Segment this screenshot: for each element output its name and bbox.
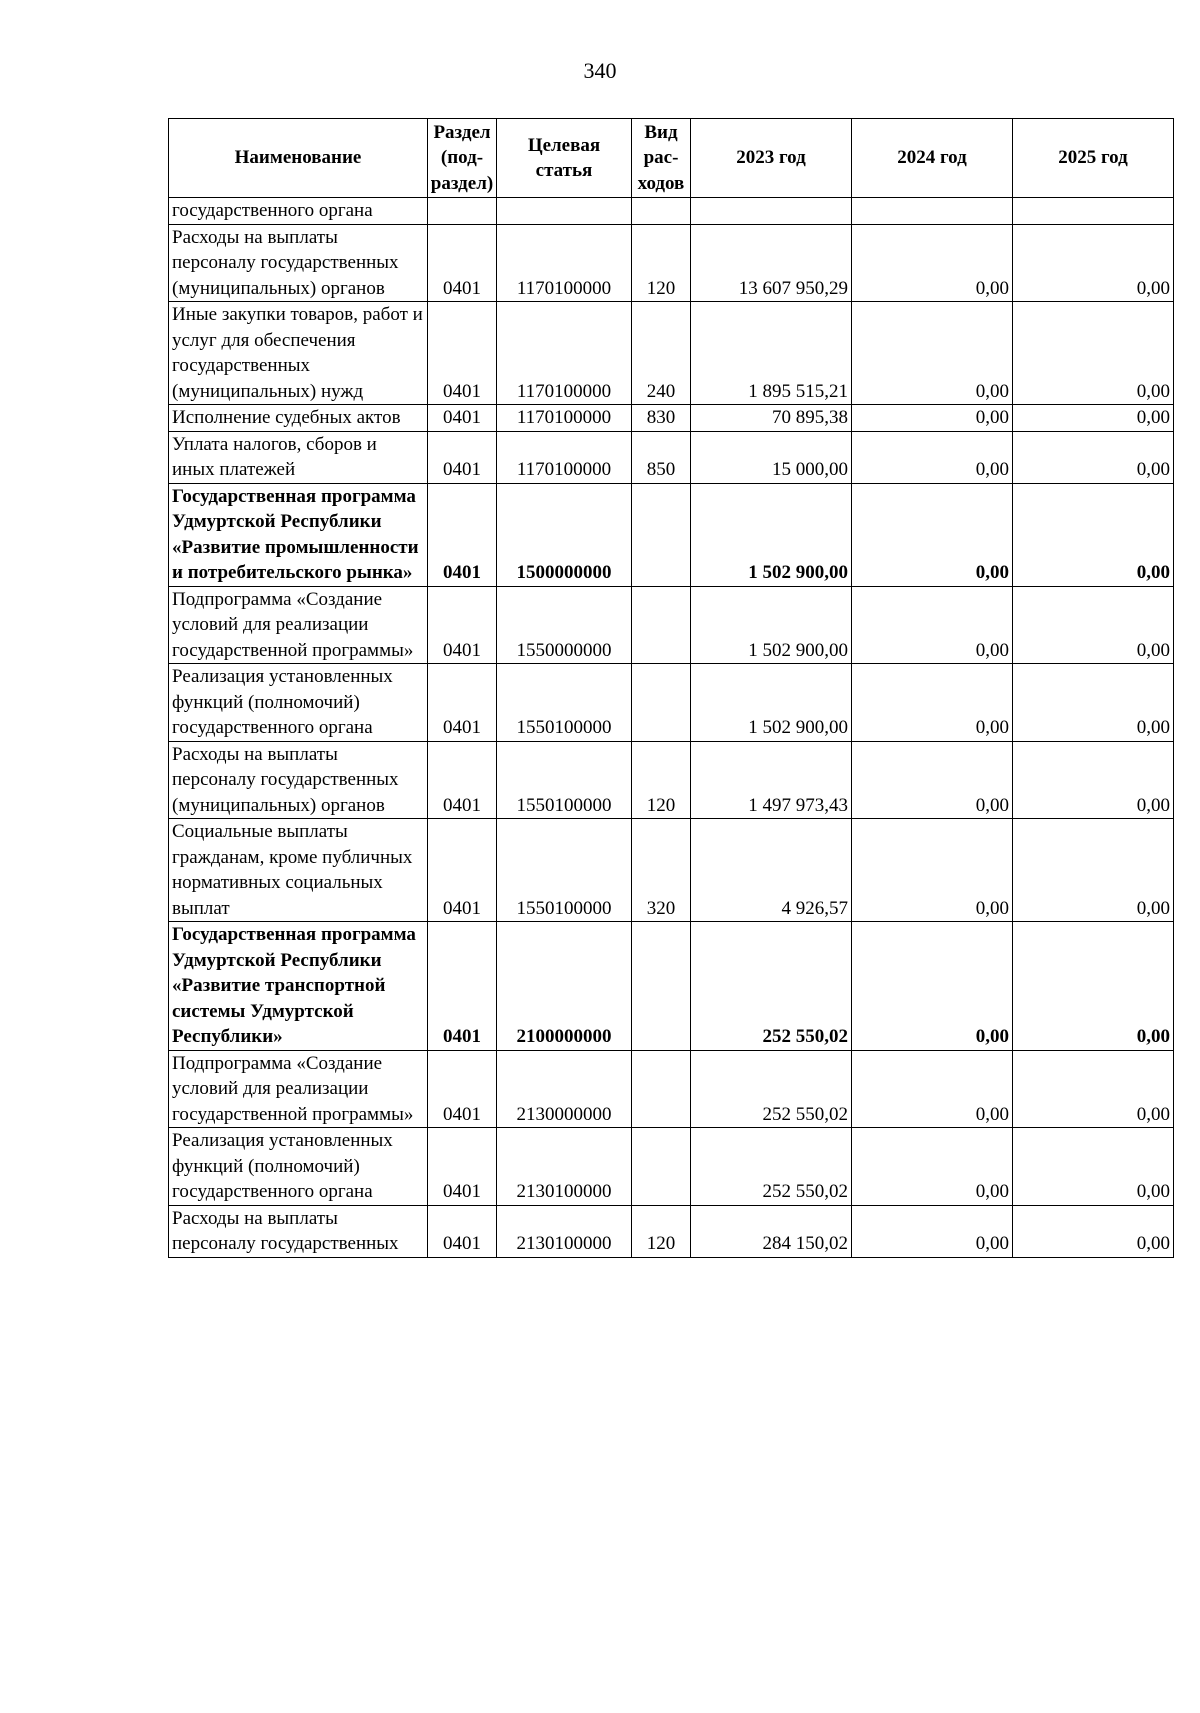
cell-kind [632,198,691,225]
cell-2023: 13 607 950,29 [691,224,852,302]
cell-article: 1170100000 [497,431,632,483]
table-row [169,922,1174,1051]
cell-kind [632,1128,691,1206]
cell-section: 0401 [428,483,497,586]
cell-2024: 0,00 [852,586,1013,664]
cell-2025: 0,00 [1013,224,1174,302]
cell-article: 1550100000 [497,664,632,742]
cell-section: 0401 [428,1050,497,1128]
header-name: Наименование [169,119,428,198]
cell-2025: 0,00 [1013,741,1174,819]
cell-kind: 120 [632,1205,691,1257]
cell-kind [632,664,691,742]
cell-section: 0401 [428,586,497,664]
cell-kind: 830 [632,405,691,432]
cell-2025: 0,00 [1013,1050,1174,1128]
cell-2023: 252 550,02 [691,1050,852,1128]
cell-name: Реализация установленных функций (полномочий) государственного органа [169,1128,428,1206]
cell-2024: 0,00 [852,664,1013,742]
cell-article: 1170100000 [497,224,632,302]
cell-2023: 1 497 973,43 [691,741,852,819]
cell-2024: 0,00 [852,405,1013,432]
cell-section: 0401 [428,1205,497,1257]
cell-article: 1550000000 [497,586,632,664]
table-body [169,198,1174,1258]
cell-name: Уплата налогов, сборов и иных платежей [169,431,428,483]
cell-2025: 0,00 [1013,586,1174,664]
cell-kind [632,922,691,1051]
cell-kind: 850 [632,431,691,483]
cell-section: 0401 [428,302,497,405]
header-kind: Вид рас-ходов [632,119,691,198]
cell-2023 [691,198,852,225]
cell-article: 1500000000 [497,483,632,586]
table-row [169,664,1174,742]
page-number: 340 [583,58,617,83]
cell-section: 0401 [428,741,497,819]
header-2025: 2025 год [1013,119,1174,198]
table-row [169,224,1174,302]
cell-name: Государственная программа Удмуртской Республики «Развитие транспортной системы Удмуртской Республики» [169,922,428,1051]
cell-kind: 120 [632,741,691,819]
header-2024: 2024 год [852,119,1013,198]
cell-2023: 4 926,57 [691,819,852,922]
cell-article: 1550100000 [497,741,632,819]
cell-section: 0401 [428,405,497,432]
cell-2024: 0,00 [852,1050,1013,1128]
cell-section: 0401 [428,1128,497,1206]
header-section: Раздел (под-раздел) [428,119,497,198]
cell-section: 0401 [428,922,497,1051]
cell-2023: 252 550,02 [691,1128,852,1206]
cell-2023: 1 502 900,00 [691,664,852,742]
cell-name: Исполнение судебных актов [169,405,428,432]
cell-name: Расходы на выплаты персоналу государственных (муниципальных) органов [169,741,428,819]
cell-kind: 320 [632,819,691,922]
cell-article: 2130000000 [497,1050,632,1128]
table-row [169,198,1174,225]
cell-name: Подпрограмма «Создание условий для реализации государственной программы» [169,1050,428,1128]
cell-section: 0401 [428,224,497,302]
cell-section: 0401 [428,431,497,483]
cell-name: Подпрограмма «Создание условий для реализации государственной программы» [169,586,428,664]
cell-kind [632,586,691,664]
cell-article: 1170100000 [497,405,632,432]
table-row [169,819,1174,922]
cell-2024: 0,00 [852,922,1013,1051]
cell-name: государственного органа [169,198,428,225]
budget-table [168,118,1174,1258]
cell-2023: 284 150,02 [691,1205,852,1257]
cell-name: Государственная программа Удмуртской Республики «Развитие промышленности и потребительского рынка» [169,483,428,586]
table-row [169,302,1174,405]
cell-2024: 0,00 [852,431,1013,483]
table-row [169,405,1174,432]
cell-2025: 0,00 [1013,483,1174,586]
cell-article: 1170100000 [497,302,632,405]
cell-section: 0401 [428,819,497,922]
table-row [169,483,1174,586]
cell-2025 [1013,198,1174,225]
cell-2023: 15 000,00 [691,431,852,483]
cell-2024: 0,00 [852,819,1013,922]
cell-2024: 0,00 [852,1205,1013,1257]
table-row [169,1205,1174,1257]
cell-2025: 0,00 [1013,819,1174,922]
cell-section [428,198,497,225]
table-row [169,741,1174,819]
cell-2023: 252 550,02 [691,922,852,1051]
cell-section: 0401 [428,664,497,742]
cell-2024 [852,198,1013,225]
header-2023: 2023 год [691,119,852,198]
cell-name: Расходы на выплаты персоналу государственных [169,1205,428,1257]
table-row [169,1050,1174,1128]
cell-2025: 0,00 [1013,302,1174,405]
cell-2025: 0,00 [1013,431,1174,483]
cell-2024: 0,00 [852,224,1013,302]
cell-name: Расходы на выплаты персоналу государственных (муниципальных) органов [169,224,428,302]
table-row [169,1128,1174,1206]
cell-2025: 0,00 [1013,1205,1174,1257]
cell-2025: 0,00 [1013,922,1174,1051]
cell-kind: 240 [632,302,691,405]
cell-name: Реализация установленных функций (полномочий) государственного органа [169,664,428,742]
table-row [169,431,1174,483]
cell-kind [632,483,691,586]
cell-2025: 0,00 [1013,405,1174,432]
cell-kind: 120 [632,224,691,302]
cell-2024: 0,00 [852,483,1013,586]
table-header-row [169,119,1174,198]
cell-name: Социальные выплаты гражданам, кроме публичных нормативных социальных выплат [169,819,428,922]
cell-article [497,198,632,225]
cell-article: 2130100000 [497,1128,632,1206]
header-article: Целевая статья [497,119,632,198]
cell-2023: 1 895 515,21 [691,302,852,405]
cell-2023: 1 502 900,00 [691,483,852,586]
cell-2025: 0,00 [1013,1128,1174,1206]
cell-name: Иные закупки товаров, работ и услуг для обеспечения государственных (муниципальных) нужд [169,302,428,405]
cell-2024: 0,00 [852,1128,1013,1206]
table-row [169,586,1174,664]
cell-2025: 0,00 [1013,664,1174,742]
cell-article: 2100000000 [497,922,632,1051]
cell-article: 2130100000 [497,1205,632,1257]
cell-2024: 0,00 [852,302,1013,405]
cell-2023: 70 895,38 [691,405,852,432]
cell-article: 1550100000 [497,819,632,922]
cell-2024: 0,00 [852,741,1013,819]
cell-2023: 1 502 900,00 [691,586,852,664]
cell-kind [632,1050,691,1128]
